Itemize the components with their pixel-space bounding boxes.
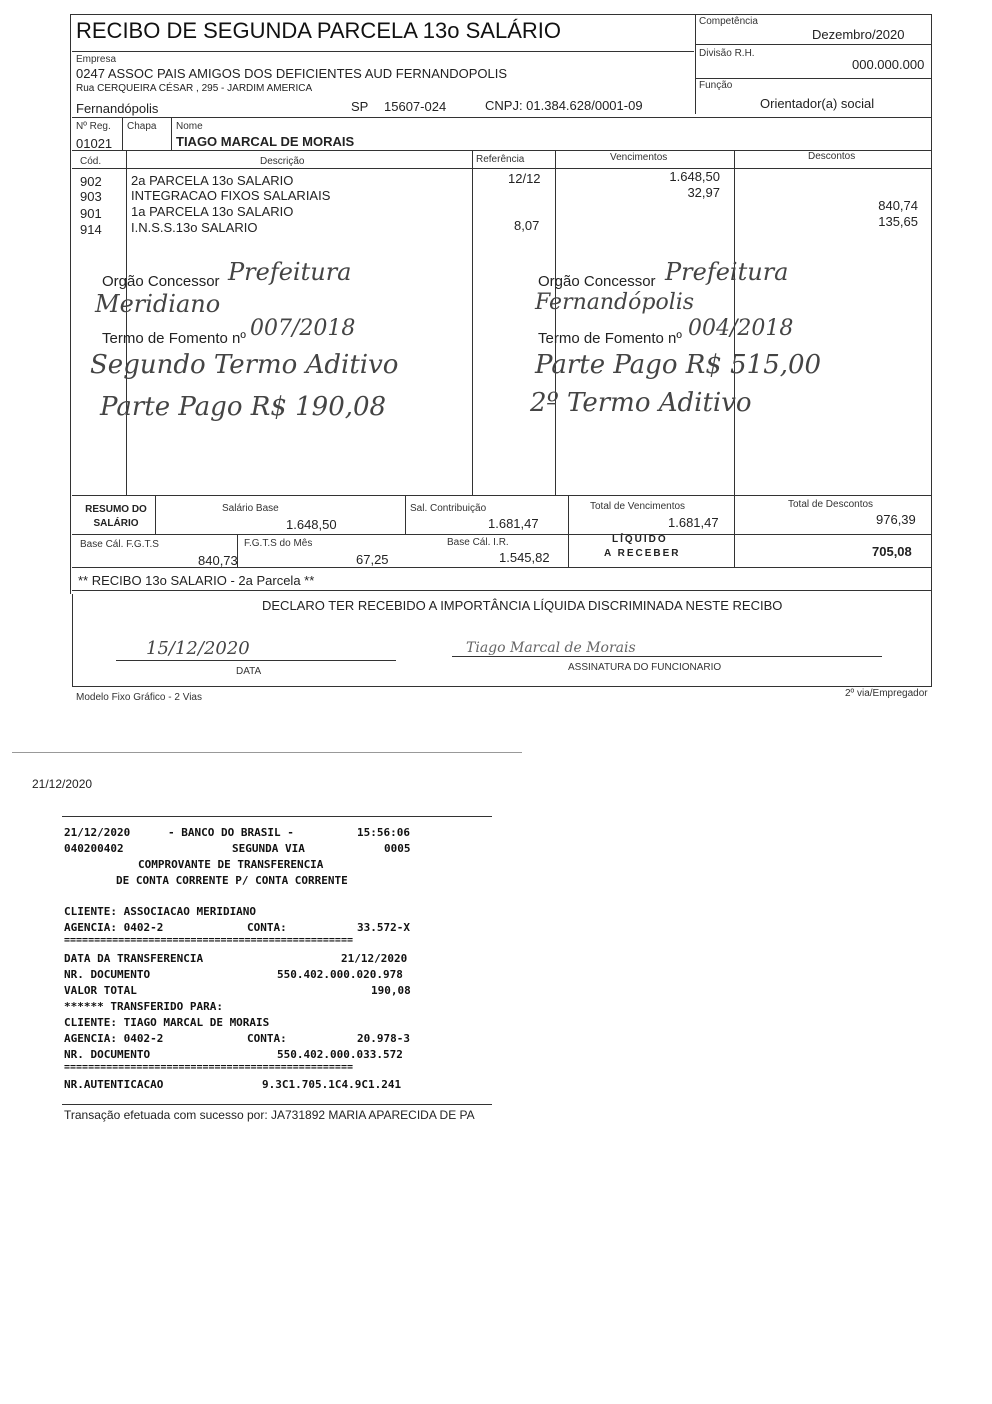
modelo-text: Modelo Fixo Gráfico - 2 Vias [76,692,202,703]
item-cod: 903 [80,189,102,204]
total-venc-value: 1.681,47 [668,515,719,530]
right-termo-label: Termo de Fomento nº [538,330,682,347]
line2-num: 0005 [384,842,411,855]
item-cod: 914 [80,222,102,237]
cidade: Fernandópolis [76,101,159,116]
transfer-footer: Transação efetuada com sucesso por: JA731892 MARIA APARECIDA DE PA [64,1108,475,1122]
line2-code: 040200402 [64,842,124,855]
left-orgao-hand: Prefeitura [228,258,352,286]
line4-subtitle: DE CONTA CORRENTE P/ CONTA CORRENTE [116,874,348,887]
footer-note: ** RECIBO 13o SALARIO - 2a Parcela ** [78,573,315,588]
nr-doc2: 550.402.000.033.572 [277,1048,403,1061]
funcao-value: Orientador(a) social [760,96,875,111]
chapa-label: Chapa [127,121,157,132]
valor-label: VALOR TOTAL [64,984,137,997]
conta2-label: CONTA: [247,1032,287,1045]
divisao-label: Divisão R.H. [699,48,755,59]
item-descont: 840,74 [878,198,918,213]
item-ref: 12/12 [508,171,541,186]
item-desc: 2a PARCELA 13o SALARIO [131,173,294,188]
funcao-label: Função [699,80,733,91]
separator-1: ================================================ [64,935,353,946]
col-desc: Descrição [260,156,305,167]
left-orgao-hand2: Meridiano [95,290,221,318]
col-descontos: Descontos [808,151,856,162]
via-text: 2º via/Empregador [845,688,928,699]
competencia-value: Dezembro/2020 [812,27,905,42]
liquido-value: 705,08 [872,544,912,559]
base-ir-value: 1.545,82 [499,550,550,565]
employee-name: TIAGO MARCAL DE MORAIS [176,134,355,149]
left-termo-label: Termo de Fomento nº [102,330,246,347]
line2-via: SEGUNDA VIA [232,842,305,855]
nome-label: Nome [176,121,203,132]
cliente2: CLIENTE: TIAGO MARCAL DE MORAIS [64,1016,270,1029]
right-line3: Parte Pago R$ 515,00 [535,350,822,380]
date-handwritten: 15/12/2020 [146,638,250,659]
signature: Tiago Marcal de Morais [466,640,636,656]
line3-title: COMPROVANTE DE TRANSFERENCIA [138,858,324,871]
right-orgao-hand2: Fernandópolis [535,290,695,315]
nr-doc1: 550.402.000.020.978 [277,968,403,981]
agencia2: AGENCIA: 0402-2 [64,1032,164,1045]
item-venc: 1.648,50 [669,169,720,184]
left-line3: Segundo Termo Aditivo [90,350,399,380]
cliente1: CLIENTE: ASSOCIACAO MERIDIANO [64,905,257,918]
conta2: 20.978-3 [357,1032,410,1045]
sal-contrib-value: 1.681,47 [488,516,539,531]
salario-base-label: Salário Base [222,503,279,514]
salario-base-value: 1.648,50 [286,517,337,532]
cep: 15607-024 [384,99,447,114]
total-desc-label: Total de Descontos [788,499,874,510]
item-venc: 32,97 [687,185,720,200]
liquido-label-1: LÍQUIDO [612,534,668,545]
col-venc: Vencimentos [610,152,668,163]
item-cod: 902 [80,174,102,189]
cnpj: CNPJ: 01.384.628/0001-09 [485,98,643,113]
base-fgts-label: Base Cál. F.G.T.S [80,539,159,550]
item-cod: 901 [80,206,102,221]
right-orgao-hand: Prefeitura [665,258,789,286]
transfer-date-header: 21/12/2020 [32,777,93,791]
total-venc-label: Total de Vencimentos [590,501,686,512]
total-desc-value: 976,39 [876,512,916,527]
item-desc: 1a PARCELA 13o SALARIO [131,204,294,219]
line1-date: 21/12/2020 [64,826,131,839]
agencia1: AGENCIA: 0402-2 [64,921,164,934]
transferido: ****** TRANSFERIDO PARA: [64,1000,223,1013]
line1-bank: - BANCO DO BRASIL - [168,826,294,839]
base-fgts-value: 840,73 [198,553,238,568]
item-desc: INTEGRACAO FIXOS SALARIAIS [131,188,331,203]
empresa-label: Empresa [76,54,117,65]
competencia-label: Competência [699,16,758,27]
separator-2: ================================================ [64,1062,353,1073]
nr-doc1-label: NR. DOCUMENTO [64,968,151,981]
conta1-label: CONTA: [247,921,287,934]
left-line4: Parte Pago R$ 190,08 [100,392,387,422]
right-orgao-label: Orgão Concessor [538,273,656,290]
line1-time: 15:56:06 [357,826,410,839]
endereco: Rua CERQUEIRA CÉSAR , 295 - JARDIM AMERICA [76,83,313,94]
nreg-label: Nº Reg. [76,121,111,132]
autentic-label: NR.AUTENTICACAO [64,1078,164,1091]
item-descont: 135,65 [878,214,918,229]
conta1: 33.572-X [357,921,410,934]
liquido-label-2: A RECEBER [604,548,681,559]
divisao-value: 000.000.000 [852,57,925,72]
autentic: 9.3C1.705.1C4.9C1.241 [262,1078,402,1091]
left-termo-hand: 007/2018 [250,316,356,341]
data-transf-label: DATA DA TRANSFERENCIA [64,952,204,965]
empresa-value: 0247 ASSOC PAIS AMIGOS DOS DEFICIENTES AUD FERNANDOPOLIS [76,66,508,81]
item-ref: 8,07 [514,218,540,233]
nr-doc2-label: NR. DOCUMENTO [64,1048,151,1061]
assinatura-label: ASSINATURA DO FUNCIONARIO [568,662,722,673]
fgts-mes-value: 67,25 [356,552,389,567]
receipt-title: RECIBO DE SEGUNDA PARCELA 13o SALÁRIO [76,18,561,43]
col-cod: Cód. [80,156,102,167]
declaro-text: DECLARO TER RECEBIDO A IMPORTÂNCIA LÍQUIDA DISCRIMINADA NESTE RECIBO [262,598,783,613]
base-ir-label: Base Cál. I.R. [447,537,509,548]
uf: SP [351,99,369,114]
fgts-mes-label: F.G.T.S do Mês [244,538,313,549]
nreg-value: 01021 [76,136,113,151]
left-orgao-label: Orgão Concessor [102,273,220,290]
sal-contrib-label: Sal. Contribuição [410,503,487,514]
valor: 190,08 [371,984,411,997]
right-line4: 2º Termo Aditivo [530,388,752,418]
data-label: DATA [236,666,262,677]
resumo-label: RESUMO DO SALÁRIO [85,504,147,529]
col-ref: Referência [476,154,525,165]
data-transf: 21/12/2020 [341,952,408,965]
right-termo-hand: 004/2018 [688,316,794,341]
item-desc: I.N.S.S.13o SALARIO [131,220,258,235]
